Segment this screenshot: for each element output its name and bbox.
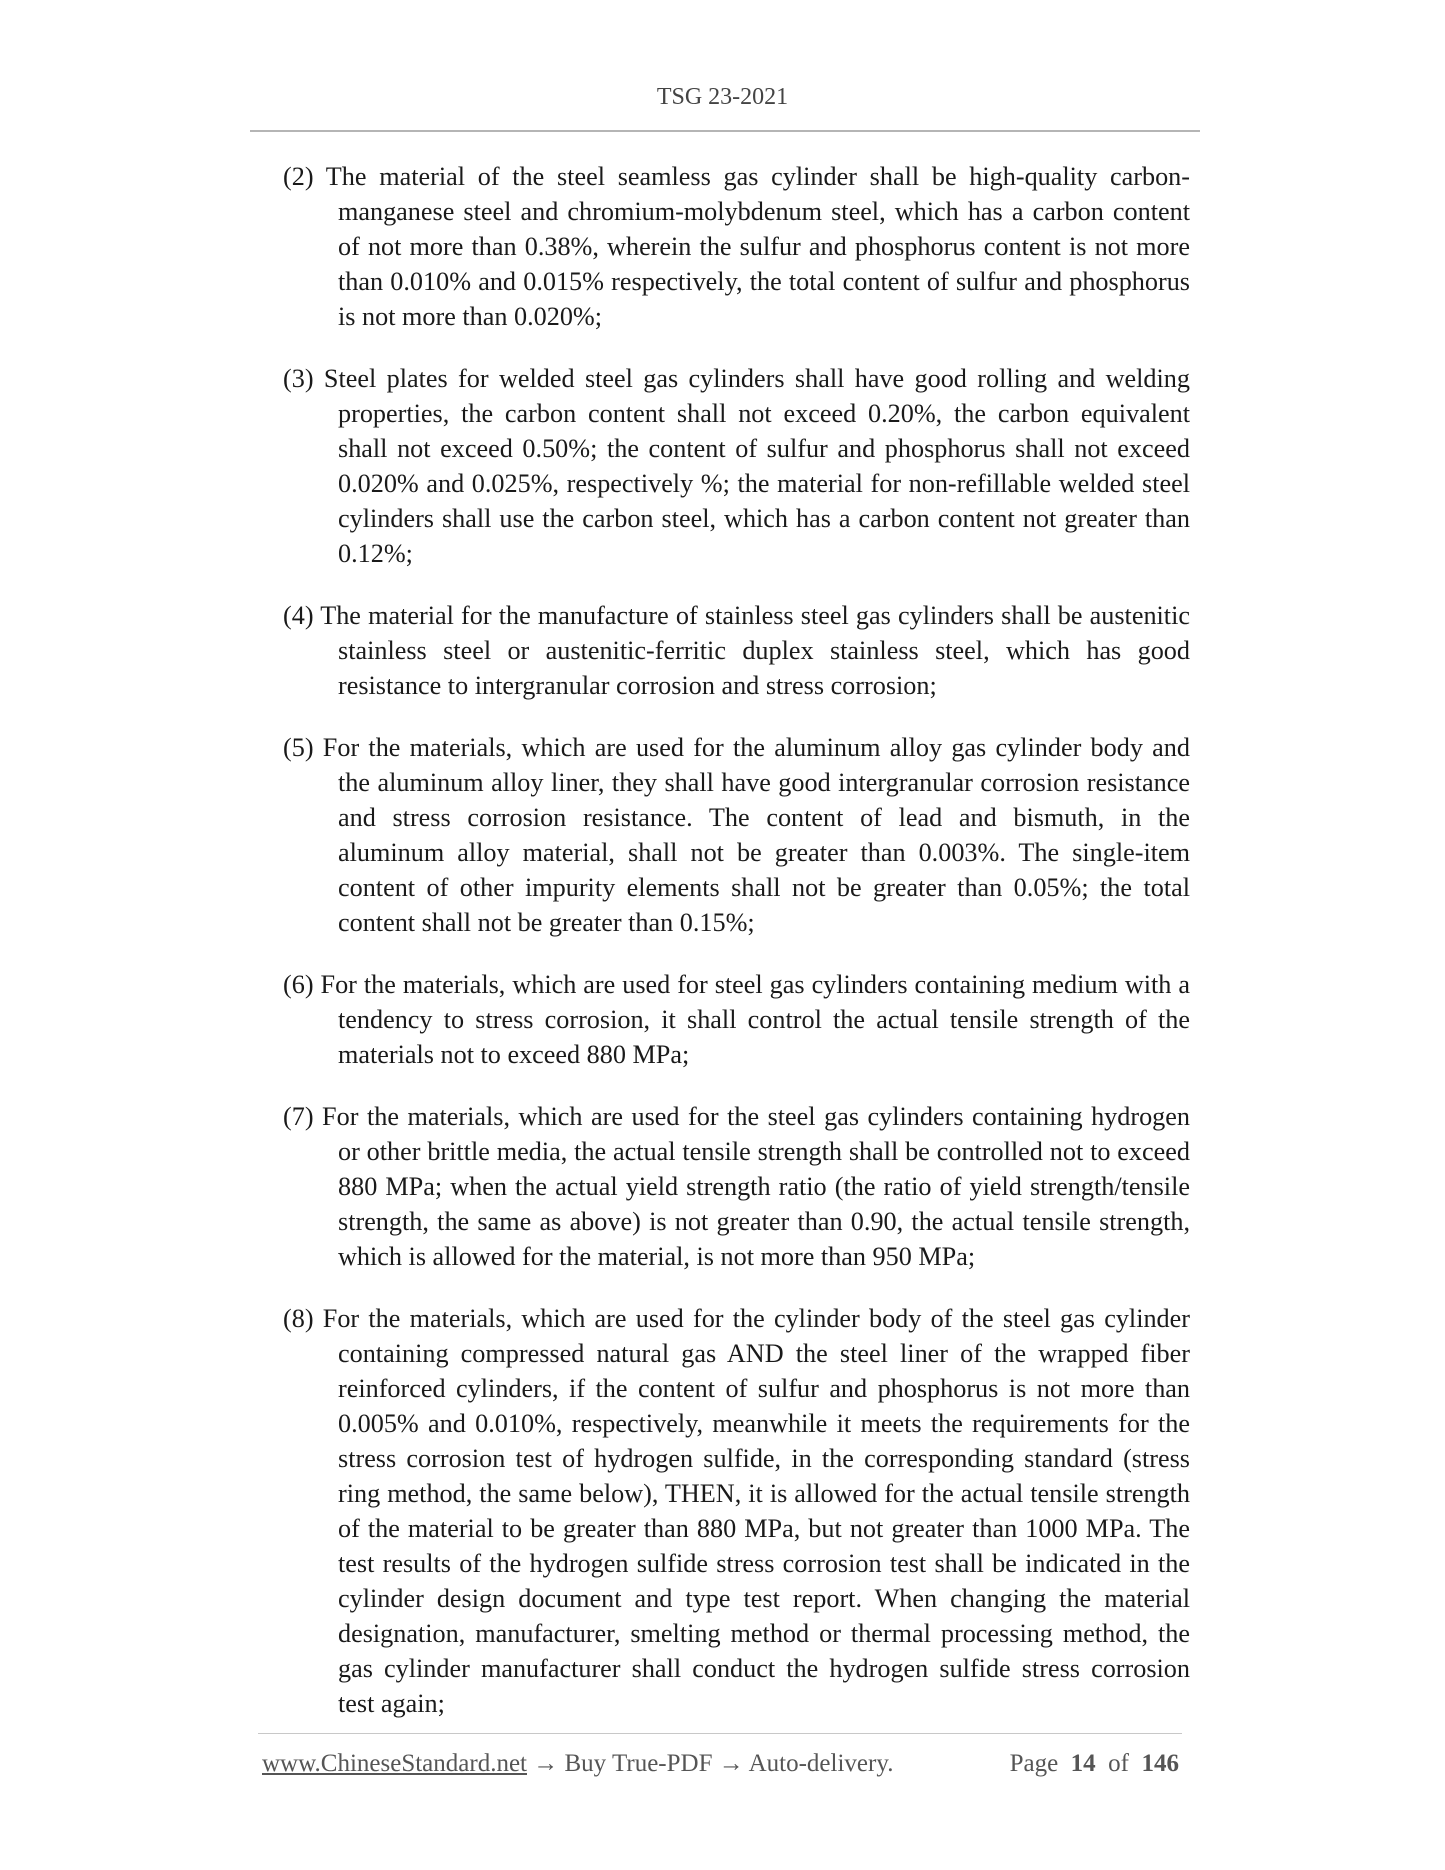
clause-item-5: (5) For the materials, which are used for the aluminum alloy gas cylinder body and the aluminum alloy liner, they shall have good intergranular corrosion resistance and stress corrosion resistance. The content of lead and bismuth, in the aluminum alloy material, shall not be greater than 0.003%. The single-item content of other impurity elements shall not be greater than 0.05%; the total content shall not be greater than 0.15%; bbox=[283, 733, 1190, 937]
header-divider bbox=[250, 130, 1200, 132]
clause-item-6: (6) For the materials, which are used for steel gas cylinders containing medium with a tendency to stress corrosion, it shall control the actual tensile strength of the materials not to exceed 880 MPa; bbox=[283, 970, 1190, 1069]
page-indicator bbox=[1010, 1750, 1179, 1778]
footer-divider bbox=[258, 1733, 1182, 1734]
clause-item-7: (7) For the materials, which are used for the steel gas cylinders containing hydrogen or other brittle media, the actual tensile strength shall be controlled not to exceed 880 MPa; when the actual yield strength ratio (the ratio of yield strength/tensile strength, the same as above) is not greater than 0.90, the actual tensile strength, which is allowed for the material, is not more than 950 MPa; bbox=[283, 1102, 1190, 1271]
current-page-number: 14 bbox=[1070, 1750, 1096, 1777]
clause-item-3: (3) Steel plates for welded steel gas cylinders shall have good rolling and welding properties, the carbon content shall not exceed 0.20%, the carbon equivalent shall not exceed 0.50%; the content of sulfur and phosphorus shall not exceed 0.020% and 0.025%, respectively %; the material for non-refillable welded steel cylinders shall use the carbon steel, which has a carbon content not greater than 0.12%; bbox=[283, 364, 1190, 568]
website-link[interactable]: www.ChineseStandard.net bbox=[262, 1750, 527, 1777]
clause-item-8: (8) For the materials, which are used for the cylinder body of the steel gas cylinder containing compressed natural gas AND the steel liner of the wrapped fiber reinforced cylinders, if the content of sulfur and phosphorus is not more than 0.005% and 0.010%, respectively, meanwhile it meets the requirements for the stress corrosion test of hydrogen sulfide, in the corresponding standard (stress ring method, the same below), THEN, it is allowed for the actual tensile strength of the material to be greater than 880 MPa, but not greater than 1000 MPa. The test results of the hydrogen sulfide stress corrosion test shall be indicated in the cylinder design document and type test report. When changing the material designation, manufacturer, smelting method or thermal processing method, the gas cylinder manufacturer shall conduct the hydrogen sulfide stress corrosion test again; bbox=[283, 1304, 1190, 1718]
clause-item-4: (4) The material for the manufacture of stainless steel gas cylinders shall be austenitic stainless steel or austenitic-ferritic duplex stainless steel, which has good resistance to intergranular corrosion and stress corrosion; bbox=[283, 601, 1190, 700]
page-header-title: TSG 23-2021 bbox=[656, 84, 789, 110]
page-label: Page bbox=[1009, 1750, 1059, 1777]
document-body bbox=[283, 159, 1190, 1748]
clause-item-2: (2) The material of the steel seamless gas cylinder shall be high-quality carbon-manganese steel and chromium-molybdenum steel, which has a carbon content of not more than 0.38%, wherein the sulfur and phosphorus content is not more than 0.010% and 0.015% respectively, the total content of sulfur and phosphorus is not more than 0.020%; bbox=[283, 162, 1190, 331]
total-pages-number: 146 bbox=[1141, 1750, 1179, 1777]
of-label: of bbox=[1108, 1750, 1129, 1777]
promo-text: → Buy True-PDF → Auto-delivery. bbox=[527, 1750, 894, 1777]
footer-promo bbox=[262, 1750, 893, 1778]
